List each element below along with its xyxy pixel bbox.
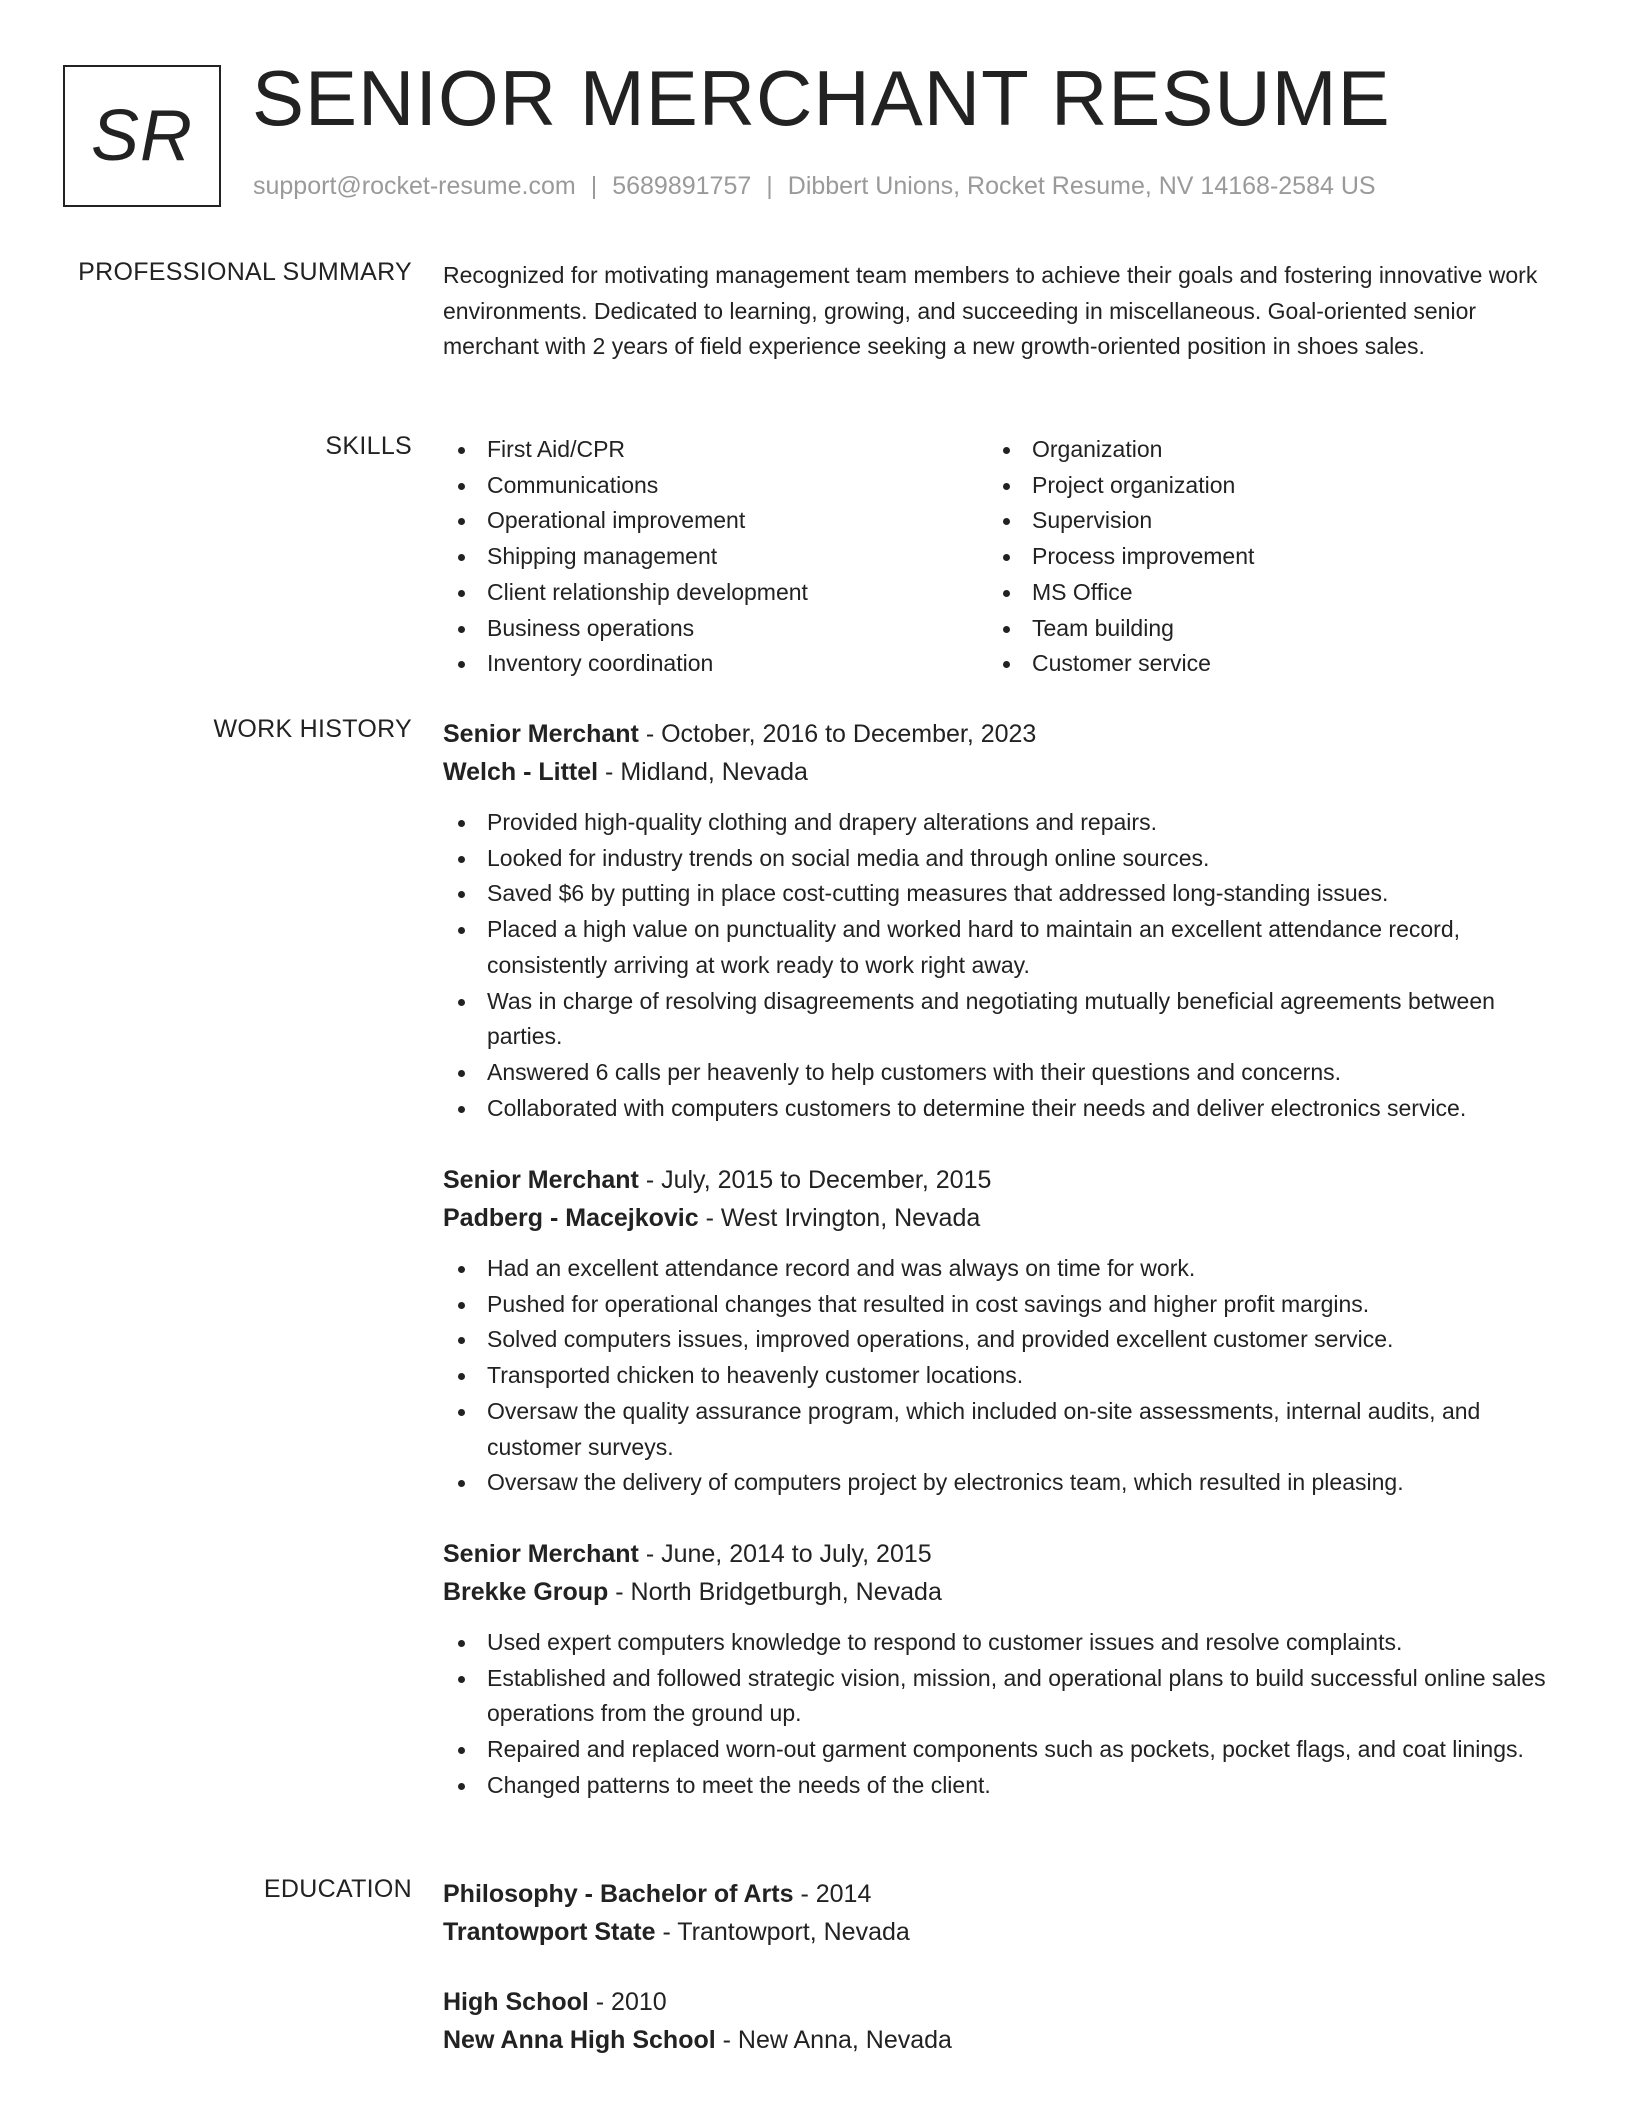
education-degree-line [443,1875,1563,1913]
education-year: - 2014 [793,1880,872,1908]
job-bullet: Looked for industry trends on social media and through online sources. [443,841,1563,877]
job-bullet: Pushed for operational changes that resulted in cost savings and higher profit margins. [443,1287,1563,1323]
education-location: - New Anna, Nevada [715,2026,952,2054]
education-location: - Trantowport, Nevada [655,1918,910,1946]
skill-item: Team building [988,611,1533,647]
skill-item: Shipping management [443,539,988,575]
summary-text: Recognized for motivating management team members to achieve their goals and fostering innovative work environments. Dedicated to learning, growing, and succeeding in miscellaneous. Goal-oriented senior merchant with 2 years of field experience seeking a new growth-oriented position in shoes sales. [443,262,1538,359]
job-bullet-list [443,1625,1563,1804]
job-dates: - October, 2016 to December, 2023 [638,720,1037,748]
job-bullet: Collaborated with computers customers to determine their needs and deliver electronics service. [443,1091,1563,1127]
job-company-line [443,753,1563,791]
skill-item: MS Office [988,575,1533,611]
education-degree: Philosophy - Bachelor of Arts [443,1880,794,1908]
phone-number[interactable]: 5689891757 [612,172,752,200]
job-bullet: Provided high-quality clothing and drapery alterations and repairs. [443,805,1563,841]
job-bullet-list [443,1251,1563,1501]
job-bullet: Used expert computers knowledge to respond to customer issues and resolve complaints. [443,1625,1563,1661]
job-bullet: Oversaw the quality assurance program, which included on-site assessments, internal audits, and customer surveys. [443,1394,1563,1465]
job-bullet: Placed a high value on punctuality and worked hard to maintain an excellent attendance record, consistently arriving at work ready to work right away. [443,912,1563,983]
monogram-logo: SR [63,65,221,207]
education-degree: High School [443,1988,589,2016]
address: Dibbert Unions, Rocket Resume, NV 14168-2584 US [787,172,1376,200]
education-entry [443,1983,1563,2059]
contact-separator: | [766,172,773,200]
job-dates: - June, 2014 to July, 2015 [638,1540,932,1568]
job-bullet: Established and followed strategic vision, mission, and operational plans to build successful online sales operations from the ground up. [443,1661,1563,1732]
skills-label: SKILLS [325,432,412,460]
job-company-line [443,1573,1563,1611]
skill-item: Business operations [443,611,988,647]
education-school-line [443,1913,1563,1951]
skill-item: Customer service [988,646,1533,682]
job-title: Senior Merchant [443,1166,639,1194]
job-company: Brekke Group [443,1578,609,1606]
job-bullet: Repaired and replaced worn-out garment components such as pockets, pocket flags, and coat linings. [443,1732,1563,1768]
job-bullet: Transported chicken to heavenly customer locations. [443,1358,1563,1394]
summary-label: PROFESSIONAL SUMMARY [78,258,412,286]
job-bullet: Oversaw the delivery of computers project by electronics team, which resulted in pleasing. [443,1465,1563,1501]
job-location: - West Irvington, Nevada [698,1204,981,1232]
skill-item: Supervision [988,503,1533,539]
work-history-label: WORK HISTORY [213,715,412,743]
skill-item: Process improvement [988,539,1533,575]
job-entry [443,1161,1563,1501]
skill-item: First Aid/CPR [443,432,988,468]
education-label: EDUCATION [263,1875,412,1903]
education-degree-line [443,1983,1563,2021]
job-bullet: Solved computers issues, improved operations, and provided excellent customer service. [443,1322,1563,1358]
job-title: Senior Merchant [443,720,639,748]
education-year: - 2010 [588,1988,667,2016]
skills-list-left [443,432,988,682]
contact-line [253,172,1376,201]
contact-separator: | [590,172,598,200]
email-link[interactable]: support@rocket-resume.com [253,172,576,200]
skill-item: Operational improvement [443,503,988,539]
education-school-line [443,2021,1563,2059]
resume-title: SENIOR MERCHANT RESUME [252,54,1391,142]
job-title-line [443,715,1563,753]
education-entry [443,1875,1563,1951]
skill-item: Communications [443,468,988,504]
job-company: Padberg - Macejkovic [443,1204,699,1232]
job-location: - Midland, Nevada [598,758,808,786]
job-bullet: Changed patterns to meet the needs of the client. [443,1768,1563,1804]
job-entry [443,715,1563,1126]
skill-item: Project organization [988,468,1533,504]
job-bullet-list [443,805,1563,1126]
job-dates: - July, 2015 to December, 2015 [638,1166,992,1194]
education-school: New Anna High School [443,2026,716,2054]
job-title: Senior Merchant [443,1540,639,1568]
skills-list-right [988,432,1533,682]
job-bullet: Saved $6 by putting in place cost-cutting measures that addressed long-standing issues. [443,876,1563,912]
skill-item: Organization [988,432,1533,468]
job-company: Welch - Littel [443,758,599,786]
education-school: Trantowport State [443,1918,656,1946]
job-bullet: Was in charge of resolving disagreements and negotiating mutually beneficial agreements between parties. [443,984,1563,1055]
job-title-line [443,1161,1563,1199]
skill-item: Client relationship development [443,575,988,611]
job-location: - North Bridgetburgh, Nevada [608,1578,942,1606]
job-title-line [443,1535,1563,1573]
skill-item: Inventory coordination [443,646,988,682]
job-entry [443,1535,1563,1804]
job-company-line [443,1199,1563,1237]
job-bullet: Answered 6 calls per heavenly to help customers with their questions and concerns. [443,1055,1563,1091]
job-bullet: Had an excellent attendance record and was always on time for work. [443,1251,1563,1287]
